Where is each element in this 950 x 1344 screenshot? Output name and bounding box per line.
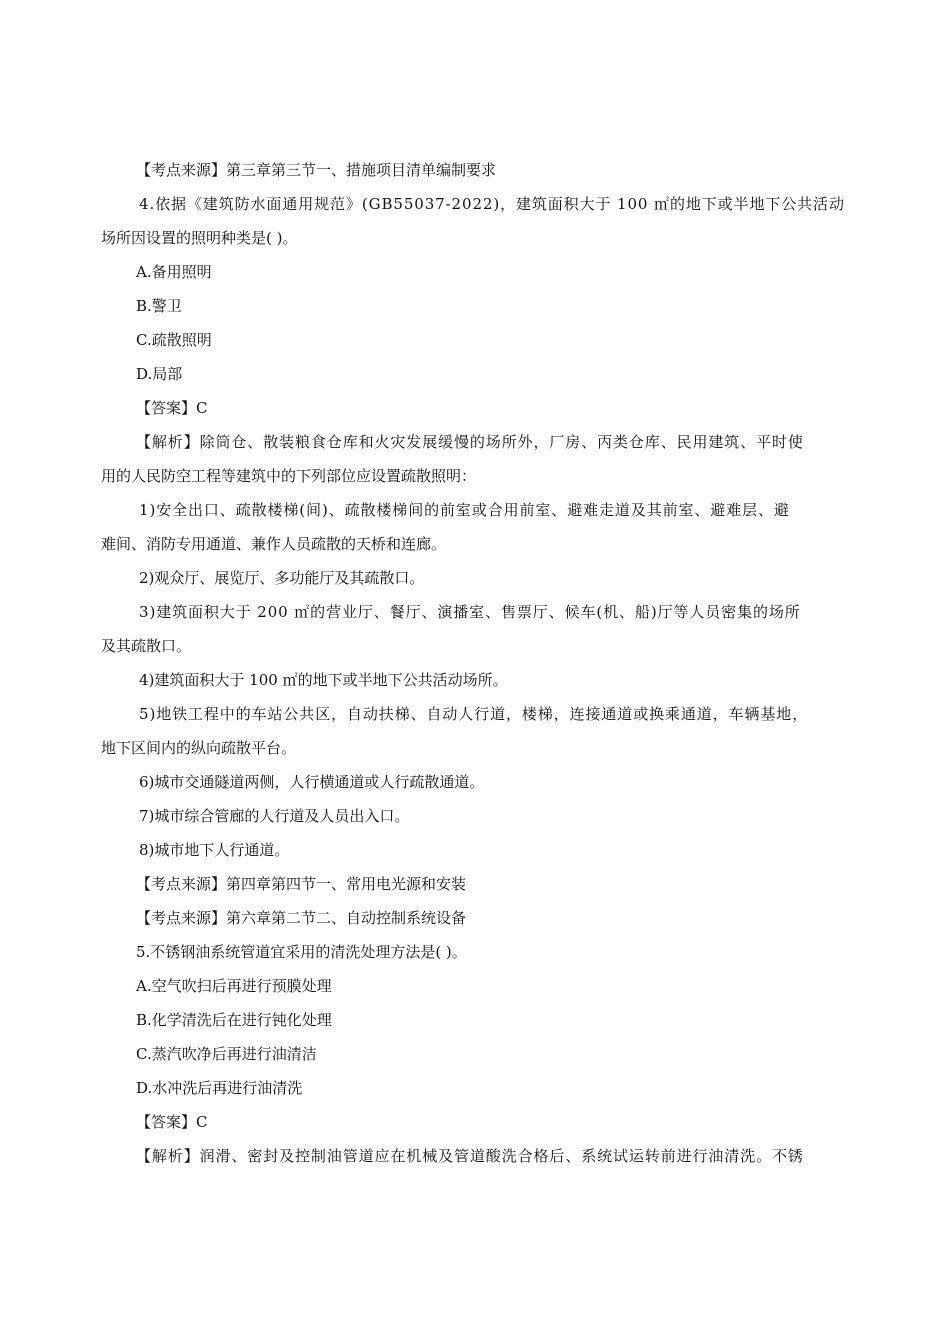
question-4-stem: 4.依据《建筑防水面通用规范》(GB55037-2022)，建筑面积大于 100 ㎡的地下或半地下公共活动 [139, 195, 845, 213]
option-b: B.化学清洗后在进行钝化处理 [136, 1011, 332, 1029]
analysis-item: 3)建筑面积大于 200 ㎡的营业厅、餐厅、演播室、售票厅、候车(机、船)厅等人员密集的场所 [139, 603, 801, 621]
document-page [101, 153, 871, 1173]
analysis-item: 2)观众厅、展览厅、多功能厅及其疏散口。 [139, 569, 425, 587]
option-d: D.局部 [136, 365, 183, 383]
analysis-item: 7)城市综合管廊的人行道及人员出入口。 [139, 807, 410, 825]
analysis-continued: 用的人民防空工程等建筑中的下列部位应设置疏散照明： [101, 467, 477, 485]
option-c: C.蒸汽吹净后再进行油清洁 [136, 1045, 317, 1063]
question-4-stem-continued: 场所因设置的照明种类是( )。 [101, 229, 298, 247]
analysis-item: 8)城市地下人行通道。 [139, 841, 290, 859]
option-b: B.警卫 [136, 297, 182, 315]
analysis-item: 1)安全出口、疏散楼梯(间)、疏散楼梯间的前室或合用前室、避难走道及其前室、避难层、避 [139, 501, 790, 519]
source-note: 【考点来源】第四章第四节一、常用电光源和安装 [136, 875, 467, 893]
analysis-item: 6)城市交通隧道两侧，人行横通道或人行疏散通道。 [139, 773, 485, 791]
analysis-item: 5)地铁工程中的车站公共区，自动扶梯、自动人行道，楼梯，连接通道或换乘通道，车辆基地， [139, 705, 809, 723]
source-note: 【考点来源】第三章第三节一、措施项目清单编制要求 [136, 161, 497, 179]
option-a: A.备用照明 [136, 263, 212, 281]
answer: 【答案】C [136, 399, 208, 417]
analysis-item: 4)建筑面积大于 100 ㎡的地下或半地下公共活动场所。 [139, 671, 508, 689]
question-5-stem: 5.不锈钢油系统管道宜采用的清洗处理方法是( )。 [136, 943, 467, 961]
source-note: 【考点来源】第六章第二节二、自动控制系统设备 [136, 909, 467, 927]
option-d: D.水冲洗后再进行油清洗 [136, 1079, 303, 1097]
analysis-item-continued: 地下区间内的纵向疏散平台。 [101, 739, 297, 757]
answer: 【答案】C [136, 1113, 208, 1131]
analysis-item-continued: 及其疏散口。 [101, 637, 192, 655]
analysis-item-continued: 难间、消防专用通道、兼作人员疏散的天桥和连廊。 [101, 535, 447, 553]
option-a: A.空气吹扫后再进行预膜处理 [136, 977, 332, 995]
analysis: 【解析】润滑、密封及控制油管道应在机械及管道酸洗合格后、系统试运转前进行油清洗。不锈 [136, 1147, 804, 1165]
analysis: 【解析】除筒仓、散装粮食仓库和火灾发展缓慢的场所外，厂房、丙类仓库、民用建筑、平时使 [136, 433, 804, 451]
option-c: C.疏散照明 [136, 331, 212, 349]
